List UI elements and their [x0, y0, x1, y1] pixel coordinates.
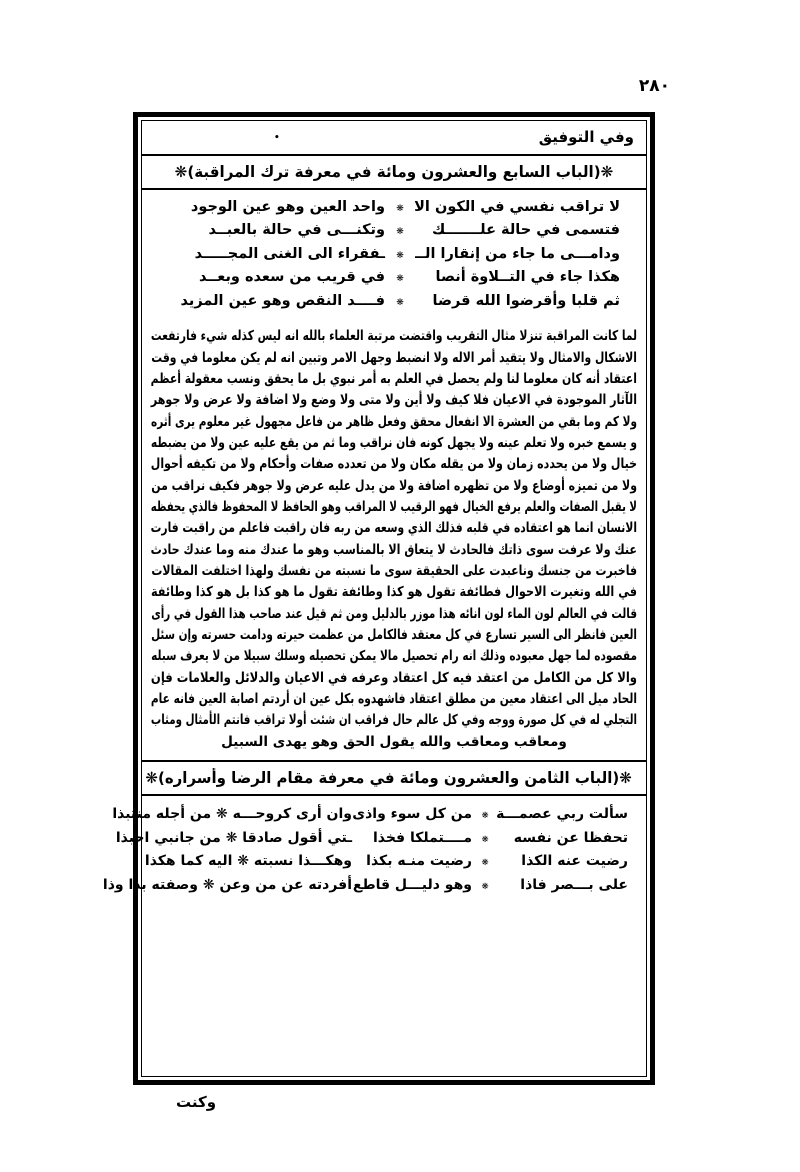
poem-col-3: وان أرى كروحـــه ❋ من أجله منتبذا: [112, 805, 352, 822]
verse-separator: ❋: [396, 204, 404, 214]
hemistich-a: هكذا جاء في التــلاوة أنصا: [435, 269, 620, 286]
prose-line: و يسمع خبره ولا تعلم عينه ولا يجهل كونه فان نراقب وما ثم من يقع عليه عين ولا من يضبطه: [150, 435, 637, 452]
poem-col-1: سألت ربي عصمـــة: [496, 805, 628, 822]
poem-line: [115, 827, 628, 851]
page-frame: [102, 112, 655, 1085]
poem-line: [112, 803, 628, 827]
prose-line: عنك ولا عرفت سوى ذاتك فالحادث لا يتعاق الا بالمناسب وهو ما عندك منه وما عندك حادث: [150, 541, 638, 558]
hemistich-b: وتكنـــى في حالة بالعبــد: [208, 222, 385, 239]
prose-line: الحاد ميل الى اعتقاد معين من مطلق اعتقاد فاشهدوه بكل عين ان أردتم اصابة العين فانه عام: [150, 691, 637, 707]
prose-line: في الله وتغيرت الاحوال فطائفة تقول هو كذا وطائفة تقول ما هو كذا بل هو كذا وطائفة: [150, 584, 638, 601]
poem-line: [144, 850, 628, 874]
verse-separator: ❋: [396, 250, 404, 261]
poem-col-2: مــــتملكا فخذا: [372, 829, 472, 846]
verse-line: [168, 290, 620, 313]
header-dot-mark: •: [274, 133, 280, 143]
poem-separator: ❋: [481, 834, 489, 845]
prose-line: الانسان انما هو اعتقاده في قلبه فذلك الذي وسعه من ربه فان راقبت فاعلم من راقبت فارت: [150, 520, 637, 537]
hemistich-b: فــــد النقص وهو عين المزيد: [180, 292, 385, 309]
prose-line: ومعاقب ومعاقب والله يقول الحق وهو يهدى السبيل: [221, 733, 567, 750]
verse-separator: ❋: [396, 297, 404, 308]
prose-line: الاشكال والامثال ولا يتقيد أمر الاله ولا انضبط وجهل الامر وتبين انه لم يكن معلوما في وقت: [151, 349, 638, 366]
verse-separator: ❋: [396, 274, 404, 285]
prose-line: فاخبرت من جنسك وناعبدت على الحقيقة سوى ما نسبته من نفسك ولهذا اختلفت المقالات: [151, 563, 637, 580]
poem-line: [102, 874, 628, 898]
prose-line: لما كانت المراقبة تنزلا مثال التقريب واقتضت مرتبة العلماء بالله انه ليس كذله شيء فارتفعت: [150, 328, 637, 345]
hemistich-a: ثم قلبا وأقرضوا الله قرضا: [432, 292, 620, 309]
poem-col-3: أفردته عن من وعن ❋ وصفته بذا وذا: [102, 876, 352, 893]
chapter-127-verse-block: [142, 190, 646, 319]
catchword: وكنت: [176, 1093, 217, 1111]
chapter-127-prose-block: [142, 321, 646, 760]
poem-col-1: على بـــصر فاذا: [520, 876, 628, 893]
page-frame-inner: [102, 120, 647, 1077]
poem-separator: ❋: [481, 858, 489, 869]
prose-line: قالت في العالم لون الماء لون انائه هذا موزر بالدليل ومن ثم قيل عند صاحب هذا القول في رأى: [151, 605, 638, 622]
hemistich-a: فتسمى في حالة علـــــــك: [431, 222, 620, 239]
poem-col-3: ـتي أقول صادقا ❋ من جانبي احبذا: [115, 829, 352, 846]
prose-line: الآثار الموجودة في الاعيان فلا كيف ولا أين ولا متى ولا وضع ولا اضافة ولا عرض ولا جوهر: [150, 392, 637, 409]
hemistich-b: واحد العين وهو عين الوجود: [190, 199, 385, 215]
prose-line: العين فانظر الى السير تسارع في كل معتقد فالكامل من عظمت حيرته ودامت حسرته وإن سئل: [151, 627, 637, 644]
verse-line: [168, 219, 620, 242]
prose-line: اعتقاد أنه كان معلوما لنا ولم يحصل في العلم به أمر نبوي بل ما يحقق ونسب معقولة أعظم: [150, 371, 638, 388]
hemistich-b: ـفقراء الى الغنى المجـــــد: [194, 245, 385, 262]
poem-col-3: وهكـــذا نسبته ❋ اليه كما هكذا: [144, 853, 352, 870]
prose-line: ولا كم وما بقي من العشرة الا انفعال محقق وفعل ظاهر من فاعل مجهول غير معلوم يرى أثره: [151, 413, 637, 430]
hemistich-b: في قريب من سعده وبعــد: [198, 269, 385, 286]
prose-line: خيال ولا من يحدده زمان ولا من يقله مكان ولا من تعدده صفات وأحكام ولا من تكيفه أحوال: [150, 456, 637, 473]
prose-line: ولا من تميزه أوضاع ولا من تظهره اضافة ولا من يدل عليه عرض ولا جوهر فكيف نراقب من: [151, 477, 638, 494]
poem-col-2: وهو دليـــل قاطع: [352, 876, 472, 893]
prose-line: لا يقبل الصفات والعلم يرفع الخيال فهو الرقيب لا المراقب وهو الحافظ لا المحفوظ فالذي يحفظه: [150, 499, 637, 516]
verse-line: [168, 266, 620, 289]
poem-col-1: تحفظا عن نفسه: [513, 829, 628, 846]
chapter-127-heading: ❋(الباب السابع والعشرون ومائة في معرفة ترك المراقبة)❋: [174, 163, 614, 181]
chapter-128-verse-block: [102, 796, 646, 904]
poem-col-2: من كل سوء واذى: [352, 805, 472, 822]
hemistich-a: لا تراقب نفسي في الكون الا: [414, 199, 620, 215]
verse-separator: ❋: [396, 227, 404, 238]
prose-line: مقصوده لما جهل معبوده وذلك انه رام تحصيل مالا يمكن تحصيله وسلك سبيلا من لا يعرف سبله: [151, 648, 637, 665]
page-number: ٢٨٠: [638, 76, 670, 96]
poem-col-1: رضيت عنه الكذا: [521, 853, 628, 870]
poem-separator: ❋: [481, 881, 489, 892]
verse-line: [168, 196, 620, 219]
hemistich-a: ودامـــى ما جاء من إنقارا الــ: [415, 245, 620, 262]
prose-line: والا كل من الكامل من اعتقد فيه كل اعتقاد وعرفه في الاعيان والدلائل والعلامات فإن: [150, 669, 638, 686]
verse-line: [168, 243, 620, 266]
poem-separator: ❋: [481, 810, 489, 821]
poem-col-2: رضيت منـه بكذا: [366, 853, 472, 870]
prose-line: التجلي له في كل صورة ووجه وفي كل عالم حال فراقب ان شئت أولا تراقب فانتم الأمثال ومثاب: [150, 712, 637, 729]
running-header: [142, 121, 646, 154]
chapter-128-heading: ❋(الباب الثامن والعشرون ومائة في معرفة مقام الرضا وأسراره)❋: [145, 768, 632, 787]
running-header-text: وفي التوفيق: [538, 128, 634, 146]
